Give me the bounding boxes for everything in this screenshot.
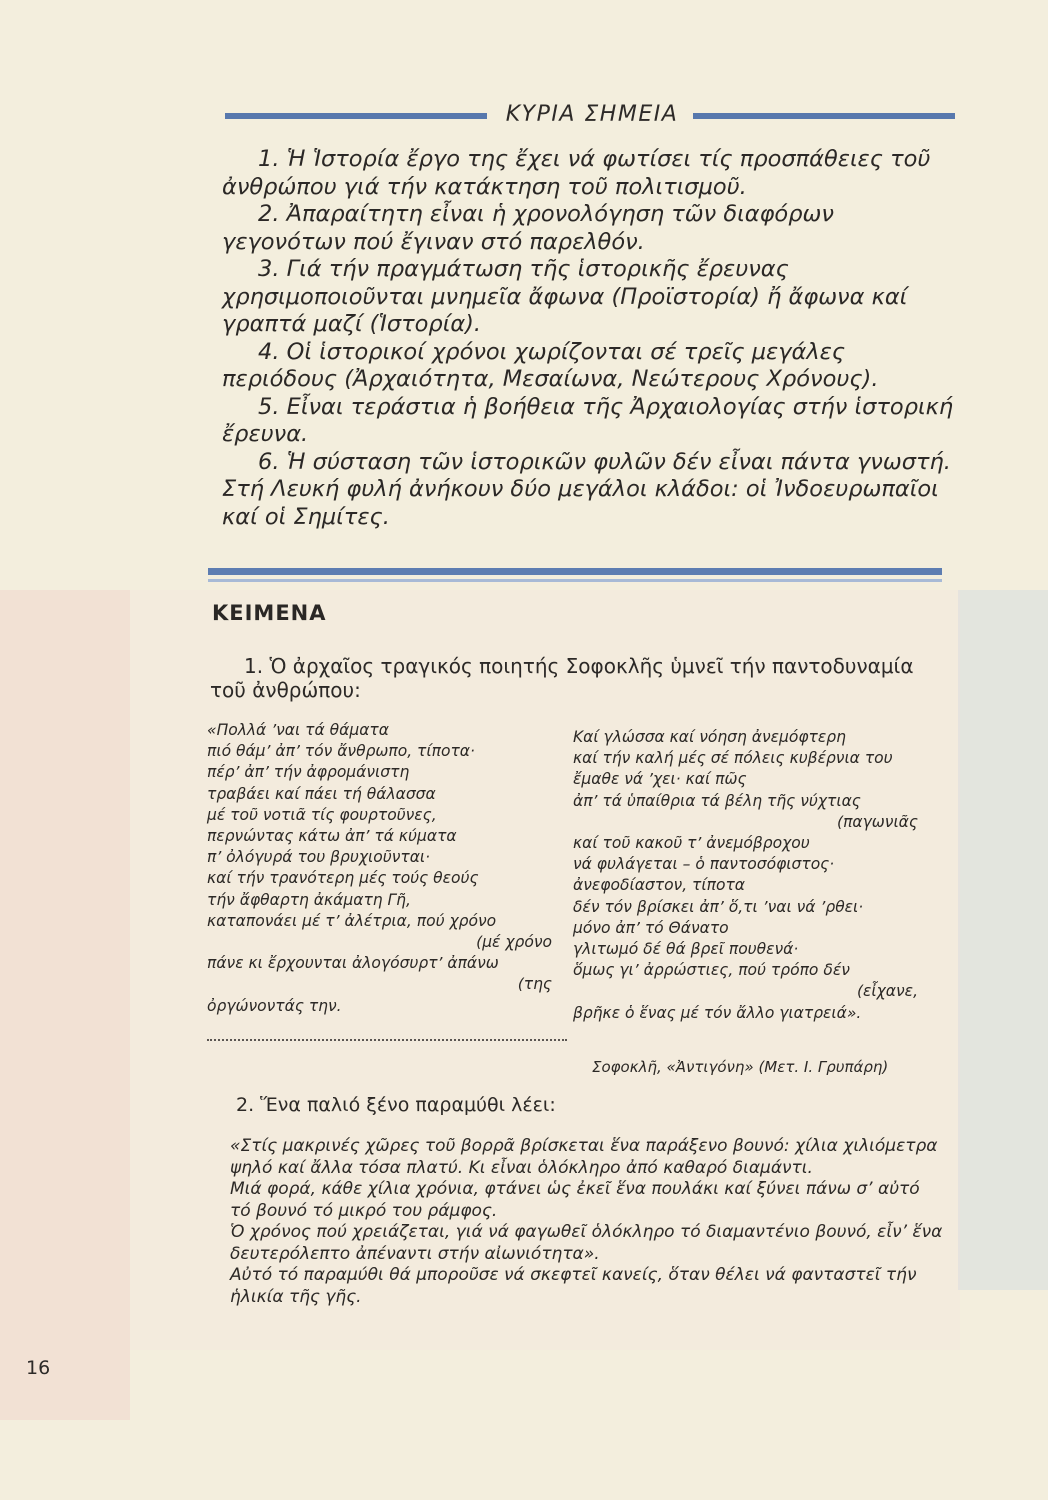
key-point: 1. Ἡ Ἱστορία ἔργο της ἔχει νά φωτίσει τίς προσπάθειες τοῦ ἀνθρώπου γιά τήν κατάκτηση τοῦ πολιτισμοῦ. [222, 146, 931, 200]
poem-line: ὅμως γι’ ἀρρώστιες, πού τρόπο δέν [573, 961, 850, 980]
poem-line: δέν τόν βρίσκει ἀπ’ ὅ,τι ’ναι νά ’ρθει· [573, 897, 864, 916]
poem-line: καί τήν καλή μές σέ πόλεις κυβέρνια του [573, 749, 893, 768]
poem-line: ἔμαθε νά ’χει· καί πῶς [573, 770, 747, 789]
poem-line: τραβάει καί πάει τή θάλασσα [207, 784, 436, 803]
poem-line: νά φυλάγεται – ὁ παντοσόφιστος· [573, 855, 835, 874]
fairy-tale-paragraph: «Στίς μακρινές χῶρες τοῦ βορρᾶ βρίσκεται ἕνα παράξενο βουνό: χίλια χιλιόμετρα ψηλό καί ἄλλα τόσα πλατύ. Κι εἶναι ὁλόκληρο ἀπό καθαρό διαμάντι. [230, 1136, 938, 1178]
key-points-header [225, 102, 955, 132]
poem-line: περνώντας κάτω ἀπ’ τά κύματα [207, 827, 457, 846]
poem-line: τήν ἄφθαρτη ἀκάματη Γῆ, [207, 890, 411, 909]
poem-line: (εἶχανε, [856, 982, 918, 1001]
header-rule-right [693, 113, 955, 119]
poem-line: (μέ χρόνο [476, 933, 552, 952]
divider-thick-rule [208, 568, 942, 575]
fairy-tale-paragraph: Ὁ χρόνος πού χρειάζεται, γιά νά φαγωθεῖ ὁλόκληρο τό διαμαντένιο βουνό, εἶν’ ἕνα δευτερόλεπτο ἀπέναντι στήν αἰωνιότητα». [230, 1222, 943, 1264]
section-divider [208, 568, 942, 582]
texts-section-title: ΚΕΙΜΕΝΑ [212, 601, 327, 625]
poem-source: Σοφοκλῆ, «Ἀντιγόνη» (Μετ. Ι. Γρυπάρη) [592, 1058, 889, 1076]
poem-column-left [207, 720, 552, 1017]
poem-line: ἀπ’ τά ὑπαίθρια τά βέλη τῆς νύχτιας [573, 791, 861, 810]
fairy-tale-text [230, 1136, 945, 1308]
divider-thin-rule [208, 579, 942, 582]
poem-line: καί τοῦ κακοῦ τ’ ἀνεμόβροχου [573, 834, 810, 853]
text1-intro: 1. Ὁ ἀρχαῖος τραγικός ποιητής Σοφοκλῆς ὑμνεῖ τήν παντοδυναμία τοῦ ἀνθρώπου: [210, 654, 914, 702]
poem-line: μέ τοῦ νοτιᾶ τίς φουρτοῦνες, [207, 805, 437, 824]
poem-line: ἀνεφοδίαστον, τίποτα [573, 876, 745, 895]
poem-line: π’ ὀλόγυρά του βρυχιοῦνται· [207, 848, 431, 867]
key-point: 2. Ἀπαραίτητη εἶναι ἡ χρονολόγηση τῶν διαφόρων γεγονότων πού ἔγιναν στό παρελθόν. [222, 201, 834, 255]
header-rule-left [225, 113, 487, 119]
poem-line: «Πολλά ’ναι τά θάματα [207, 721, 389, 739]
poem-line: καί τήν τρανότερη μές τούς θεούς [207, 869, 479, 888]
background-tint-right [958, 590, 1048, 1290]
text2-intro: 2. Ἕνα παλιό ξένο παραμύθι λέει: [236, 1094, 556, 1116]
poem-line: καταπονάει μέ τ’ ἀλέτρια, πού χρόνο [207, 911, 497, 930]
poem-line: πάνε κι ἔρχουνται ἀλογόσυρτ’ ἀπάνω [207, 954, 499, 973]
poem-line: μόνο ἀπ’ τό Θάνατο [573, 918, 729, 937]
poem-column-right [573, 727, 918, 1024]
fairy-tale-paragraph: Αὐτό τό παραμύθι θά μποροῦσε νά σκεφτεῖ κανείς, ὅταν θέλει νά φανταστεῖ τήν ἡλικία τῆς γῆς. [230, 1265, 917, 1307]
poem-line: γλιτωμό δέ θά βρεῖ πουθενά· [573, 940, 799, 959]
dotted-separator [207, 1037, 567, 1041]
poem-line: βρῆκε ὁ ἕνας μέ τόν ἄλλο γιατρειά». [573, 1003, 862, 1022]
poem-line: ὀργώνοντάς την. [207, 996, 342, 1015]
key-point: 5. Εἶναι τεράστια ἡ βοήθεια τῆς Ἀρχαιολογίας στήν ἱστορική ἔρευνα. [222, 393, 954, 447]
key-point: 6. Ἡ σύσταση τῶν ἱστορικῶν φυλῶν δέν εἶναι πάντα γνωστή. Στή Λευκή φυλή ἀνήκουν δύο μεγάλοι κλάδοι: οἱ Ἰνδοευρωπαῖοι καί οἱ Σημίτες. [222, 448, 951, 530]
page-number: 16 [26, 1357, 51, 1379]
poem-line: Καί γλώσσα καί νόηση ἀνεμόφτερη [573, 728, 846, 746]
key-points-title: ΚΥΡΙΑ ΣΗΜΕΙΑ [505, 102, 679, 127]
poem-line: (της [517, 975, 552, 994]
key-points-list [222, 146, 957, 531]
fairy-tale-paragraph: Μιά φορά, κάθε χίλια χρόνια, φτάνει ὡς ἐκεῖ ἕνα πουλάκι καί ξύνει πάνω σ’ αὐτό τό βουνό τό μικρό του ράμφος. [230, 1179, 920, 1221]
poem-line: (παγωνιᾶς [837, 812, 918, 831]
key-point: 3. Γιά τήν πραγμάτωση τῆς ἱστορικῆς ἔρευνας χρησιμοποιοῦνται μνημεῖα ἄφωνα (Προϊστορία) ἤ ἄφωνα καί γραπτά μαζί (Ἱστορία). [222, 256, 908, 337]
background-tint-left [0, 590, 130, 1420]
key-point: 4. Οἱ ἱστορικοί χρόνοι χωρίζονται σέ τρεῖς μεγάλες περιόδους (Ἀρχαιότητα, Μεσαίωνα, Νεώτερους Χρόνους). [222, 338, 879, 392]
poem-line: πέρ’ ἀπ’ τήν ἀφρομάνιστη [207, 763, 410, 782]
poem-line: πιό θάμ’ ἀπ’ τόν ἄνθρωπο, τίποτα· [207, 742, 475, 761]
